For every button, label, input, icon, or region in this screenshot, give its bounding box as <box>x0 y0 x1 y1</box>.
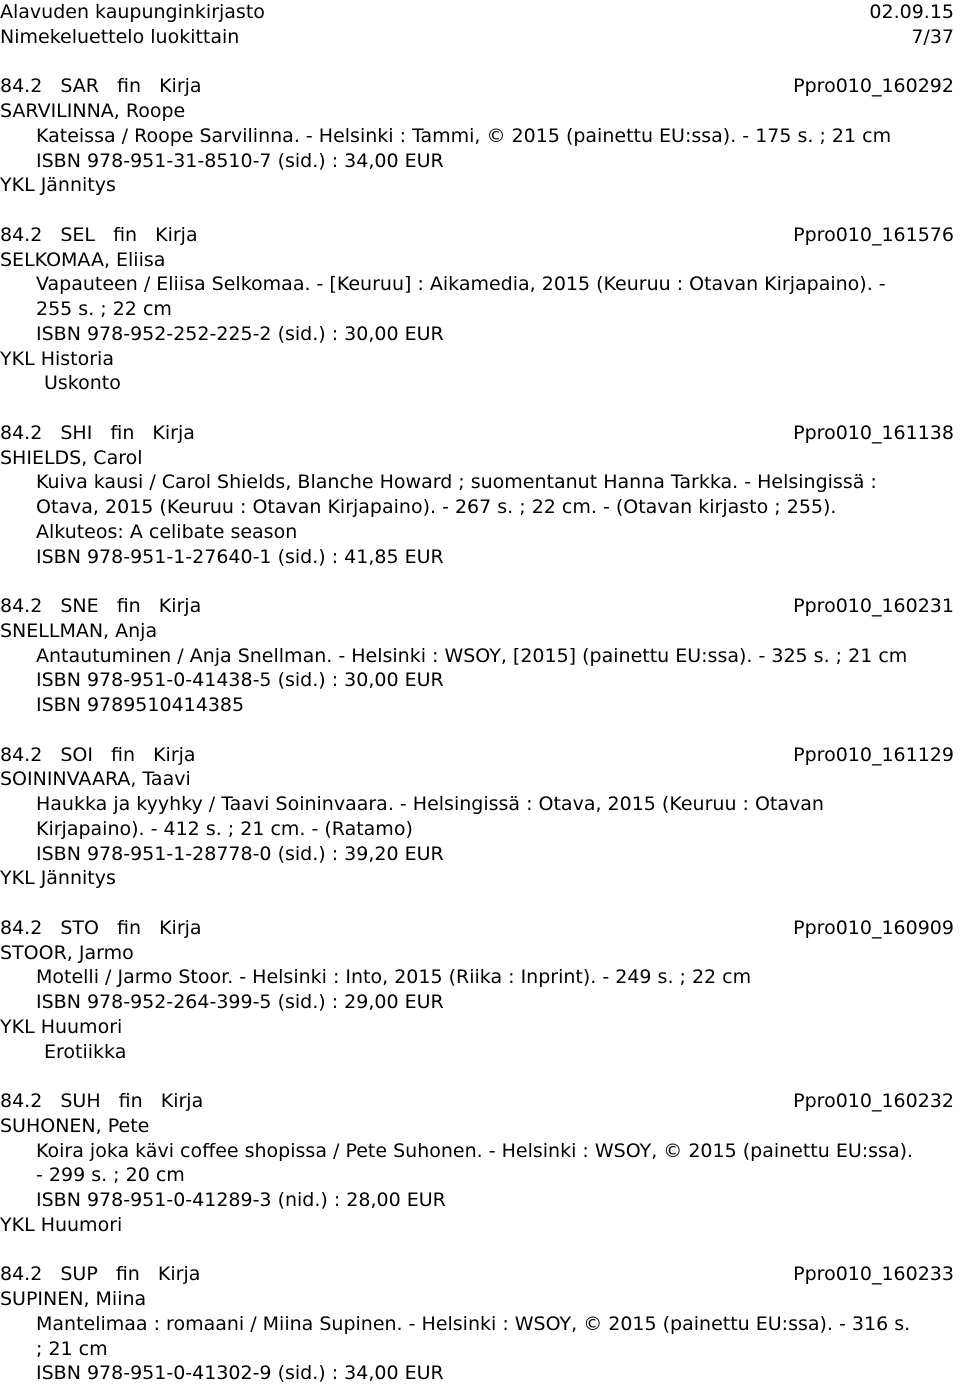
record-lang: fin <box>118 1090 143 1112</box>
page-header-row-1 <box>0 0 960 25</box>
record-class: 84.2 <box>0 743 43 766</box>
record-author: SOININVAARA, Taavi <box>0 768 191 791</box>
record-isbn: ISBN 978-952-264-399-5 (sid.) : 29,00 EUR <box>36 991 444 1013</box>
spacer <box>0 396 960 421</box>
record-description: Kuiva kausi / Carol Shields, Blanche Howard ; suomentanut Hanna Tarkka. - Helsingissä : <box>36 471 877 494</box>
record-isbn: ISBN 978-952-252-225-2 (sid.) : 30,00 EUR <box>36 322 444 345</box>
record-description: Koira joka kävi coffee shopissa / Pete Suhonen. - Helsinki : WSOY, © 2015 (painettu EU:ssa). <box>36 1139 914 1162</box>
listing-title: Nimekeluettelo luokittain <box>0 25 240 48</box>
record-id: Ppro010_160909 <box>793 916 954 939</box>
record-lang: fin <box>113 223 138 246</box>
record-isbn: ISBN 978-951-1-27640-1 (sid.) : 41,85 EUR <box>36 545 444 568</box>
record-author: SNELLMAN, Anja <box>0 619 158 642</box>
record-description: Haukka ja kyyhky / Taavi Soininvaara. - Helsingissä : Otava, 2015 (Keuruu : Otavan <box>36 793 824 815</box>
record-code: SOI <box>60 743 93 766</box>
catalog-record <box>0 594 960 743</box>
catalog-record <box>0 223 960 421</box>
record-code: STO <box>60 916 99 939</box>
record-description: Kirjapaino). - 412 s. ; 21 cm. - (Ratamo) <box>36 817 413 840</box>
record-lang: fin <box>116 595 141 617</box>
record-id: Ppro010_161138 <box>793 421 954 444</box>
catalog-record <box>0 1262 960 1386</box>
record-keyword: YKL Jännitys <box>0 174 116 197</box>
record-keyword: YKL Jännitys <box>0 867 116 890</box>
spacer <box>0 1064 960 1089</box>
record-description: Mantelimaa : romaani / Miina Supinen. - Helsinki : WSOY, © 2015 (painettu EU:ssa). - 316 s. <box>36 1312 911 1335</box>
record-author: STOOR, Jarmo <box>0 941 134 964</box>
library-name: Alavuden kaupunginkirjasto <box>0 1 265 23</box>
page-number: 7/37 <box>911 25 954 48</box>
record-keyword: Uskonto <box>44 372 121 395</box>
record-description: - 299 s. ; 20 cm <box>36 1164 185 1187</box>
record-description: ; 21 cm <box>36 1337 108 1360</box>
catalog-record <box>0 421 960 594</box>
record-heading <box>0 594 960 619</box>
record-description: Otava, 2015 (Keuruu : Otavan Kirjapaino). - 267 s. ; 22 cm. - (Otavan kirjasto ; 255). <box>36 496 837 518</box>
record-heading <box>0 223 960 248</box>
record-isbn: ISBN 978-951-1-28778-0 (sid.) : 39,20 EUR <box>36 842 444 865</box>
record-isbn: ISBN 978-951-0-41438-5 (sid.) : 30,00 EUR <box>36 669 444 692</box>
catalog-record <box>0 74 960 223</box>
record-id: Ppro010_160233 <box>793 1263 954 1286</box>
record-class: 84.2 <box>0 223 43 246</box>
record-type: Kirja <box>155 223 198 246</box>
record-description: Antautuminen / Anja Snellman. - Helsinki : WSOY, [2015] (painettu EU:ssa). - 325 s. ; 21 cm <box>36 644 908 667</box>
record-id: Ppro010_161576 <box>793 223 954 246</box>
record-heading <box>0 916 960 941</box>
record-isbn: ISBN 978-951-0-41302-9 (sid.) : 34,00 EUR <box>36 1362 444 1385</box>
record-heading <box>0 74 960 99</box>
record-heading <box>0 1089 960 1114</box>
spacer <box>0 198 960 223</box>
record-class: 84.2 <box>0 916 43 939</box>
spacer <box>0 891 960 916</box>
record-type: Kirja <box>160 1090 204 1112</box>
record-keyword: YKL Huumori <box>0 1213 123 1236</box>
record-lang: fin <box>117 916 142 939</box>
print-date: 02.09.15 <box>869 1 954 23</box>
record-class: 84.2 <box>0 1090 43 1112</box>
record-class: 84.2 <box>0 1263 43 1286</box>
record-code: SUP <box>60 1263 98 1286</box>
record-id: Ppro010_160292 <box>793 75 954 98</box>
record-keyword: YKL Huumori <box>0 1015 123 1038</box>
page-header-row-2 <box>0 25 960 50</box>
record-description: Vapauteen / Eliisa Selkomaa. - [Keuruu] : Aikamedia, 2015 (Keuruu : Otavan Kirjapaino). - <box>36 273 886 296</box>
record-lang: fin <box>110 421 135 444</box>
spacer <box>0 50 960 75</box>
record-isbn: ISBN 978-951-0-41289-3 (nid.) : 28,00 EUR <box>36 1189 446 1211</box>
catalog-record <box>0 743 960 916</box>
record-code: SHI <box>60 421 93 444</box>
record-author: SUPINEN, Miina <box>0 1288 147 1310</box>
record-isbn: ISBN 9789510414385 <box>36 694 245 716</box>
record-type: Kirja <box>157 1263 201 1286</box>
record-type: Kirja <box>152 421 195 444</box>
record-heading <box>0 743 960 768</box>
record-isbn: ISBN 978-951-31-8510-7 (sid.) : 34,00 EUR <box>36 149 444 172</box>
record-class: 84.2 <box>0 75 43 98</box>
record-code: SAR <box>60 75 99 98</box>
record-keyword: YKL Historia <box>0 347 114 370</box>
record-class: 84.2 <box>0 595 43 617</box>
record-type: Kirja <box>159 75 202 98</box>
record-type: Kirja <box>159 916 202 939</box>
record-description: 255 s. ; 22 cm <box>36 298 172 320</box>
record-id: Ppro010_161129 <box>793 743 954 766</box>
spacer <box>0 718 960 743</box>
spacer <box>0 569 960 594</box>
record-original-title: Alkuteos: A celibate season <box>36 520 298 543</box>
record-author: SELKOMAA, Eliisa <box>0 248 166 271</box>
record-description: Kateissa / Roope Sarvilinna. - Helsinki : Tammi, © 2015 (painettu EU:ssa). - 175 s. ; 21 cm <box>36 124 892 147</box>
record-id: Ppro010_160231 <box>793 595 954 617</box>
record-description: Motelli / Jarmo Stoor. - Helsinki : Into, 2015 (Riika : Inprint). - 249 s. ; 22 cm <box>36 966 752 989</box>
record-heading <box>0 421 960 446</box>
catalog-record <box>0 1089 960 1262</box>
record-code: SUH <box>60 1090 101 1112</box>
record-author: SUHONEN, Pete <box>0 1114 150 1137</box>
catalog-record <box>0 916 960 1089</box>
record-heading <box>0 1262 960 1287</box>
record-keyword: Erotiikka <box>44 1040 127 1063</box>
record-lang: fin <box>115 1263 140 1286</box>
record-code: SNE <box>60 595 99 617</box>
record-type: Kirja <box>153 743 196 766</box>
record-author: SARVILINNA, Roope <box>0 100 186 122</box>
record-author: SHIELDS, Carol <box>0 446 143 469</box>
record-class: 84.2 <box>0 421 43 444</box>
spacer <box>0 1238 960 1263</box>
record-lang: fin <box>111 743 136 766</box>
record-type: Kirja <box>158 595 202 617</box>
record-id: Ppro010_160232 <box>793 1090 954 1112</box>
record-code: SEL <box>60 223 96 246</box>
record-lang: fin <box>117 75 142 98</box>
